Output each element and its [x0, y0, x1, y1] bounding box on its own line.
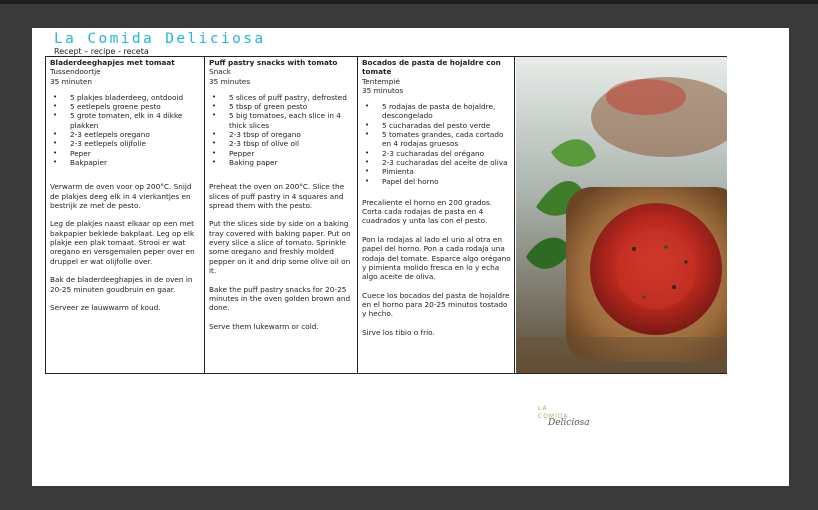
method-step: Serve them lukewarm or cold.	[209, 321, 319, 331]
logo	[538, 405, 598, 445]
window-frame	[0, 0, 818, 4]
method-step: Bak de bladerdeeghapjes in de oven in 20-25 minuten goudbruin en gaar.	[50, 275, 193, 294]
pepper-fleck	[632, 247, 636, 251]
ingredient-item: • 2-3 tbsp of oregano	[229, 130, 354, 139]
method-steps	[362, 198, 511, 337]
ingredient-list	[209, 93, 354, 167]
ingredient-item: • 5 plakjes bladerdeeg, ontdooid	[70, 93, 201, 102]
logo-line: LA	[538, 405, 548, 412]
food-photo-illustration	[516, 57, 727, 373]
pepper-fleck	[684, 260, 687, 263]
ingredient-list	[362, 102, 511, 186]
recipe-time: 35 minutos	[362, 85, 404, 95]
food-photo	[516, 57, 727, 373]
method-step: Sirve los tibio o frio.	[362, 328, 435, 338]
method-step: Preheat the oven on 200°C. Slice the slices of puff pastry in 4 squares and spread them with the pesto.	[209, 182, 345, 210]
ingredient-item: • 2-3 eetlepels oregano	[70, 130, 201, 139]
tomato-core	[616, 229, 696, 309]
ingredient-item: • Pimienta	[382, 167, 511, 176]
recipe-title: Bocados de pasta de hojaldre con tomate	[362, 58, 501, 77]
recipe-column-spanish	[358, 57, 515, 373]
ingredient-item: • 5 tbsp of green pesto	[229, 102, 354, 111]
ingredient-item: • 2-3 eetlepels olijfolie	[70, 139, 201, 148]
ingredient-item: • 5 eetlepels groene pesto	[70, 102, 201, 111]
pepper-fleck	[672, 285, 676, 289]
method-step: Pon la rodajas al lado el uno al otra en papel del horno. Pon a cada rodaja una rodaja del tomate. Esparce algo orégano y pimienta molido fresca en lo y echa algo aceite de oliva.	[362, 235, 511, 282]
ingredient-item: • 5 rodajas de pasta de hojaldre, descongelado	[382, 102, 511, 121]
logo-line: COMIDA	[538, 413, 569, 420]
method-step: Bake the puff pastry snacks for 20-25 minutes in the oven golden brown and done.	[209, 284, 351, 313]
ingredient-item: • Bakpapier	[70, 158, 201, 167]
recipe-course: Tentempié	[362, 76, 400, 86]
ingredient-item: • 2-3 cucharadas del aceite de oliva	[382, 158, 511, 167]
recipe-column-english	[205, 57, 358, 373]
logo-script: Deliciosa	[548, 418, 590, 428]
pepper-fleck	[664, 245, 668, 249]
ingredient-item: • Pepper	[229, 149, 354, 158]
brand-title: La Comida Deliciosa	[54, 31, 266, 47]
photo-surface	[516, 337, 727, 373]
method-step: Precaliente el horno en 200 grados. Corta cada rodajas de pasta en 4 cuadrados y unta las con el pesto.	[362, 197, 493, 226]
recipe-time: 35 minutes	[209, 76, 251, 86]
ingredient-item: • 5 cucharadas del pesto verde	[382, 121, 511, 130]
ingredient-item: • Peper	[70, 149, 201, 158]
method-step: Put the slices side by side on a baking tray covered with baking paper. Put on every slice a slice of tomato. Sprinkle some oregano and freshly molded pepper on it and drip some olive oil on it.	[209, 219, 351, 275]
ingredient-item: • 2-3 tbsp of olive oil	[229, 139, 354, 148]
method-step: Cuece los bocados del pasta de hojaldre en el horno para 20-25 minutos tostado y hecho.	[362, 290, 510, 319]
recipe-column-dutch	[46, 57, 205, 373]
recipe-course: Snack	[209, 67, 231, 77]
ingredient-item: • 5 big tomatoes, each slice in 4 thick slices	[229, 111, 354, 130]
recipe-table	[45, 56, 727, 374]
ingredient-item: • 2-3 cucharadas del orégano	[382, 149, 511, 158]
method-steps	[209, 182, 354, 331]
ingredient-list	[50, 93, 201, 167]
method-step: Leg de plakjes naast elkaar op een met bakpapier beklede bakplaat. Leg op elk plakje een plak tomaat. Strooi er wat oregano en versgemalen peper over en druppel er wat olijfolie over.	[50, 219, 195, 266]
ingredient-item: • 5 tomates grandes, cada cortado en 4 rodajas gruesos	[382, 130, 511, 149]
ingredient-item: • Papel del horno	[382, 177, 511, 186]
recipe-title: Puff pastry snacks with tomato	[209, 58, 338, 67]
method-step: Verwarm de oven voor op 200°C. Snijd de plakjes deeg elk in 4 vierkantjes en bestrijk ze met de pesto.	[50, 182, 192, 210]
blurred-tomato	[606, 79, 686, 115]
recipe-title: Bladerdeeghapjes met tomaat	[50, 58, 175, 67]
ingredient-item: • Baking paper	[229, 158, 354, 167]
ingredient-item: • 5 grote tomaten, elk in 4 dikke plakken	[70, 111, 201, 130]
recipe-subtitle: Recept – recipe - receta	[54, 47, 149, 56]
recipe-time: 35 minuten	[50, 76, 92, 86]
ingredient-item: • 5 slices of puff pastry, defrosted	[229, 93, 354, 102]
recipe-course: Tussendoortje	[50, 67, 101, 77]
method-step: Serveer ze lauwwarm of koud.	[50, 303, 161, 313]
pepper-fleck	[642, 295, 645, 298]
method-steps	[50, 182, 201, 312]
